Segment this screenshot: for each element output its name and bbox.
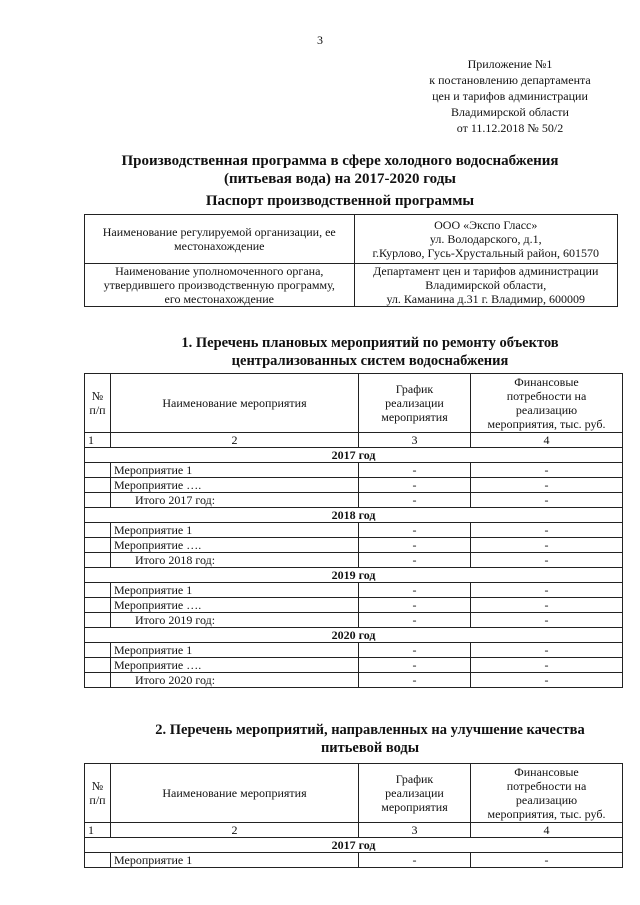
cell-line: местонахождение	[173, 239, 265, 253]
cell-line: №	[91, 779, 104, 793]
cell	[85, 673, 111, 688]
cell-line: мероприятия	[381, 800, 448, 814]
event-name: Мероприятие 1	[111, 463, 359, 478]
year-label: 2019 год	[85, 568, 623, 583]
appendix-line: цен и тарифов администрации	[432, 89, 588, 103]
event-name: Мероприятие 1	[111, 523, 359, 538]
schedule-cell: -	[359, 598, 471, 613]
col-header-name: Наименование мероприятия	[111, 764, 359, 823]
cell-line: реализацию	[515, 403, 578, 417]
finance-cell: -	[471, 673, 623, 688]
table-header-row	[85, 374, 623, 433]
year-label: 2020 год	[85, 628, 623, 643]
total-label: Итого 2020 год:	[111, 673, 359, 688]
cell	[85, 493, 111, 508]
cell-line: мероприятия	[381, 410, 448, 424]
cell-line: №	[91, 389, 104, 403]
table-row	[85, 463, 623, 478]
total-label: Итого 2017 год:	[111, 493, 359, 508]
cell-line: ул. Каманина д.31 г. Владимир, 600009	[386, 292, 586, 306]
table-row	[85, 598, 623, 613]
table-header-row	[85, 764, 623, 823]
cell-line: реализации	[385, 396, 444, 410]
year-label: 2017 год	[85, 838, 623, 853]
schedule-cell: -	[359, 673, 471, 688]
finance-cell: -	[471, 613, 623, 628]
event-name: Мероприятие ….	[111, 538, 359, 553]
cell-line: г.Курлово, Гусь-Хрустальный район, 601570	[372, 246, 600, 260]
col-header-name: Наименование мероприятия	[111, 374, 359, 433]
table-row	[85, 478, 623, 493]
year-row	[85, 568, 623, 583]
schedule-cell: -	[359, 658, 471, 673]
col-header-number	[85, 764, 111, 823]
col-header-schedule	[359, 764, 471, 823]
cell-line: График	[395, 382, 434, 396]
title-line: (питьевая вода) на 2017-2020 годы	[223, 171, 457, 187]
schedule-cell: -	[359, 583, 471, 598]
col-header-finance	[471, 374, 623, 433]
cell	[85, 598, 111, 613]
org-value	[354, 215, 618, 264]
cell	[85, 463, 111, 478]
finance-cell: -	[471, 463, 623, 478]
finance-cell: -	[471, 478, 623, 493]
column-number: 3	[359, 433, 471, 448]
cell-line: мероприятия, тыс. руб.	[487, 807, 606, 821]
cell-line: потребности на	[506, 779, 587, 793]
event-name: Мероприятие 1	[111, 853, 359, 868]
cell-line: Владимирской области,	[425, 278, 547, 292]
schedule-cell: -	[359, 493, 471, 508]
cell-line: его местонахождение	[164, 292, 274, 306]
schedule-cell: -	[359, 553, 471, 568]
appendix-block	[400, 56, 620, 136]
org-label	[85, 215, 355, 264]
authority-label	[85, 264, 355, 307]
cell-line: Финансовые	[514, 765, 579, 779]
event-name: Мероприятие ….	[111, 658, 359, 673]
cell	[85, 643, 111, 658]
finance-cell: -	[471, 538, 623, 553]
finance-cell: -	[471, 853, 623, 868]
year-row	[85, 838, 623, 853]
finance-cell: -	[471, 583, 623, 598]
finance-cell: -	[471, 643, 623, 658]
table-row	[85, 853, 623, 868]
col-header-schedule	[359, 374, 471, 433]
table-row	[85, 553, 623, 568]
document-title	[80, 152, 600, 188]
cell-line: Финансовые	[514, 375, 579, 389]
cell	[85, 613, 111, 628]
col-header-finance	[471, 764, 623, 823]
passport-table	[84, 214, 618, 307]
passport-heading: Паспорт производственной программы	[205, 193, 475, 209]
table-row	[85, 264, 618, 307]
title-line: 1. Перечень плановых мероприятий по ремонту объектов	[181, 335, 559, 351]
schedule-cell: -	[359, 613, 471, 628]
cell-line: ООО «Экспо Гласс»	[434, 218, 538, 232]
column-number: 2	[111, 433, 359, 448]
title-line: централизованных систем водоснабжения	[231, 353, 509, 369]
table-row	[85, 583, 623, 598]
table-row	[85, 493, 623, 508]
event-name: Мероприятие ….	[111, 598, 359, 613]
cell-line: График	[395, 772, 434, 786]
page-number: 3	[317, 33, 323, 47]
cell	[85, 523, 111, 538]
schedule-cell: -	[359, 463, 471, 478]
cell-line: Департамент цен и тарифов администрации	[373, 264, 599, 278]
table-row	[85, 613, 623, 628]
finance-cell: -	[471, 598, 623, 613]
cell-line: реализации	[385, 786, 444, 800]
cell-line: реализацию	[515, 793, 578, 807]
event-name: Мероприятие 1	[111, 583, 359, 598]
cell-line: п/п	[89, 403, 106, 417]
column-number: 4	[471, 433, 623, 448]
section2-table	[84, 763, 623, 868]
table-row	[85, 643, 623, 658]
schedule-cell: -	[359, 478, 471, 493]
title-line: 2. Перечень мероприятий, направленных на улучшение качества	[155, 722, 585, 738]
cell	[85, 553, 111, 568]
schedule-cell: -	[359, 853, 471, 868]
column-number: 1	[85, 823, 111, 838]
schedule-cell: -	[359, 643, 471, 658]
title-line: питьевой воды	[320, 740, 420, 756]
table-row	[85, 215, 618, 264]
table-row	[85, 523, 623, 538]
table-row	[85, 658, 623, 673]
event-name: Мероприятие ….	[111, 478, 359, 493]
column-number-row	[85, 433, 623, 448]
appendix-line: Приложение №1	[467, 57, 553, 71]
appendix-line: Владимирской области	[451, 105, 569, 119]
cell-line: Наименование регулируемой организации, ее	[102, 225, 336, 239]
section1-title	[130, 334, 610, 370]
year-label: 2018 год	[85, 508, 623, 523]
authority-value	[354, 264, 618, 307]
column-number: 4	[471, 823, 623, 838]
year-label: 2017 год	[85, 448, 623, 463]
schedule-cell: -	[359, 538, 471, 553]
table-row	[85, 538, 623, 553]
cell-line: утвердившего производственную программу,	[103, 278, 335, 292]
column-number: 2	[111, 823, 359, 838]
year-row	[85, 628, 623, 643]
total-label: Итого 2019 год:	[111, 613, 359, 628]
cell	[85, 853, 111, 868]
cell-line: Наименование уполномоченного органа,	[115, 264, 324, 278]
cell	[85, 478, 111, 493]
table-row	[85, 673, 623, 688]
event-name: Мероприятие 1	[111, 643, 359, 658]
total-label: Итого 2018 год:	[111, 553, 359, 568]
col-header-number	[85, 374, 111, 433]
finance-cell: -	[471, 493, 623, 508]
finance-cell: -	[471, 658, 623, 673]
cell-line: потребности на	[506, 389, 587, 403]
appendix-line: от 11.12.2018 № 50/2	[456, 121, 564, 135]
cell	[85, 538, 111, 553]
title-line: Производственная программа в сфере холодного водоснабжения	[121, 153, 559, 169]
section2-title	[130, 721, 610, 757]
year-row	[85, 448, 623, 463]
cell-line: мероприятия, тыс. руб.	[487, 417, 606, 431]
year-row	[85, 508, 623, 523]
cell	[85, 583, 111, 598]
cell-line: ул. Володарского, д.1,	[429, 232, 542, 246]
finance-cell: -	[471, 553, 623, 568]
section1-table	[84, 373, 623, 688]
column-number: 1	[85, 433, 111, 448]
finance-cell: -	[471, 523, 623, 538]
appendix-line: к постановлению департамента	[429, 73, 591, 87]
schedule-cell: -	[359, 523, 471, 538]
column-number: 3	[359, 823, 471, 838]
column-number-row	[85, 823, 623, 838]
cell	[85, 658, 111, 673]
cell-line: п/п	[89, 793, 106, 807]
